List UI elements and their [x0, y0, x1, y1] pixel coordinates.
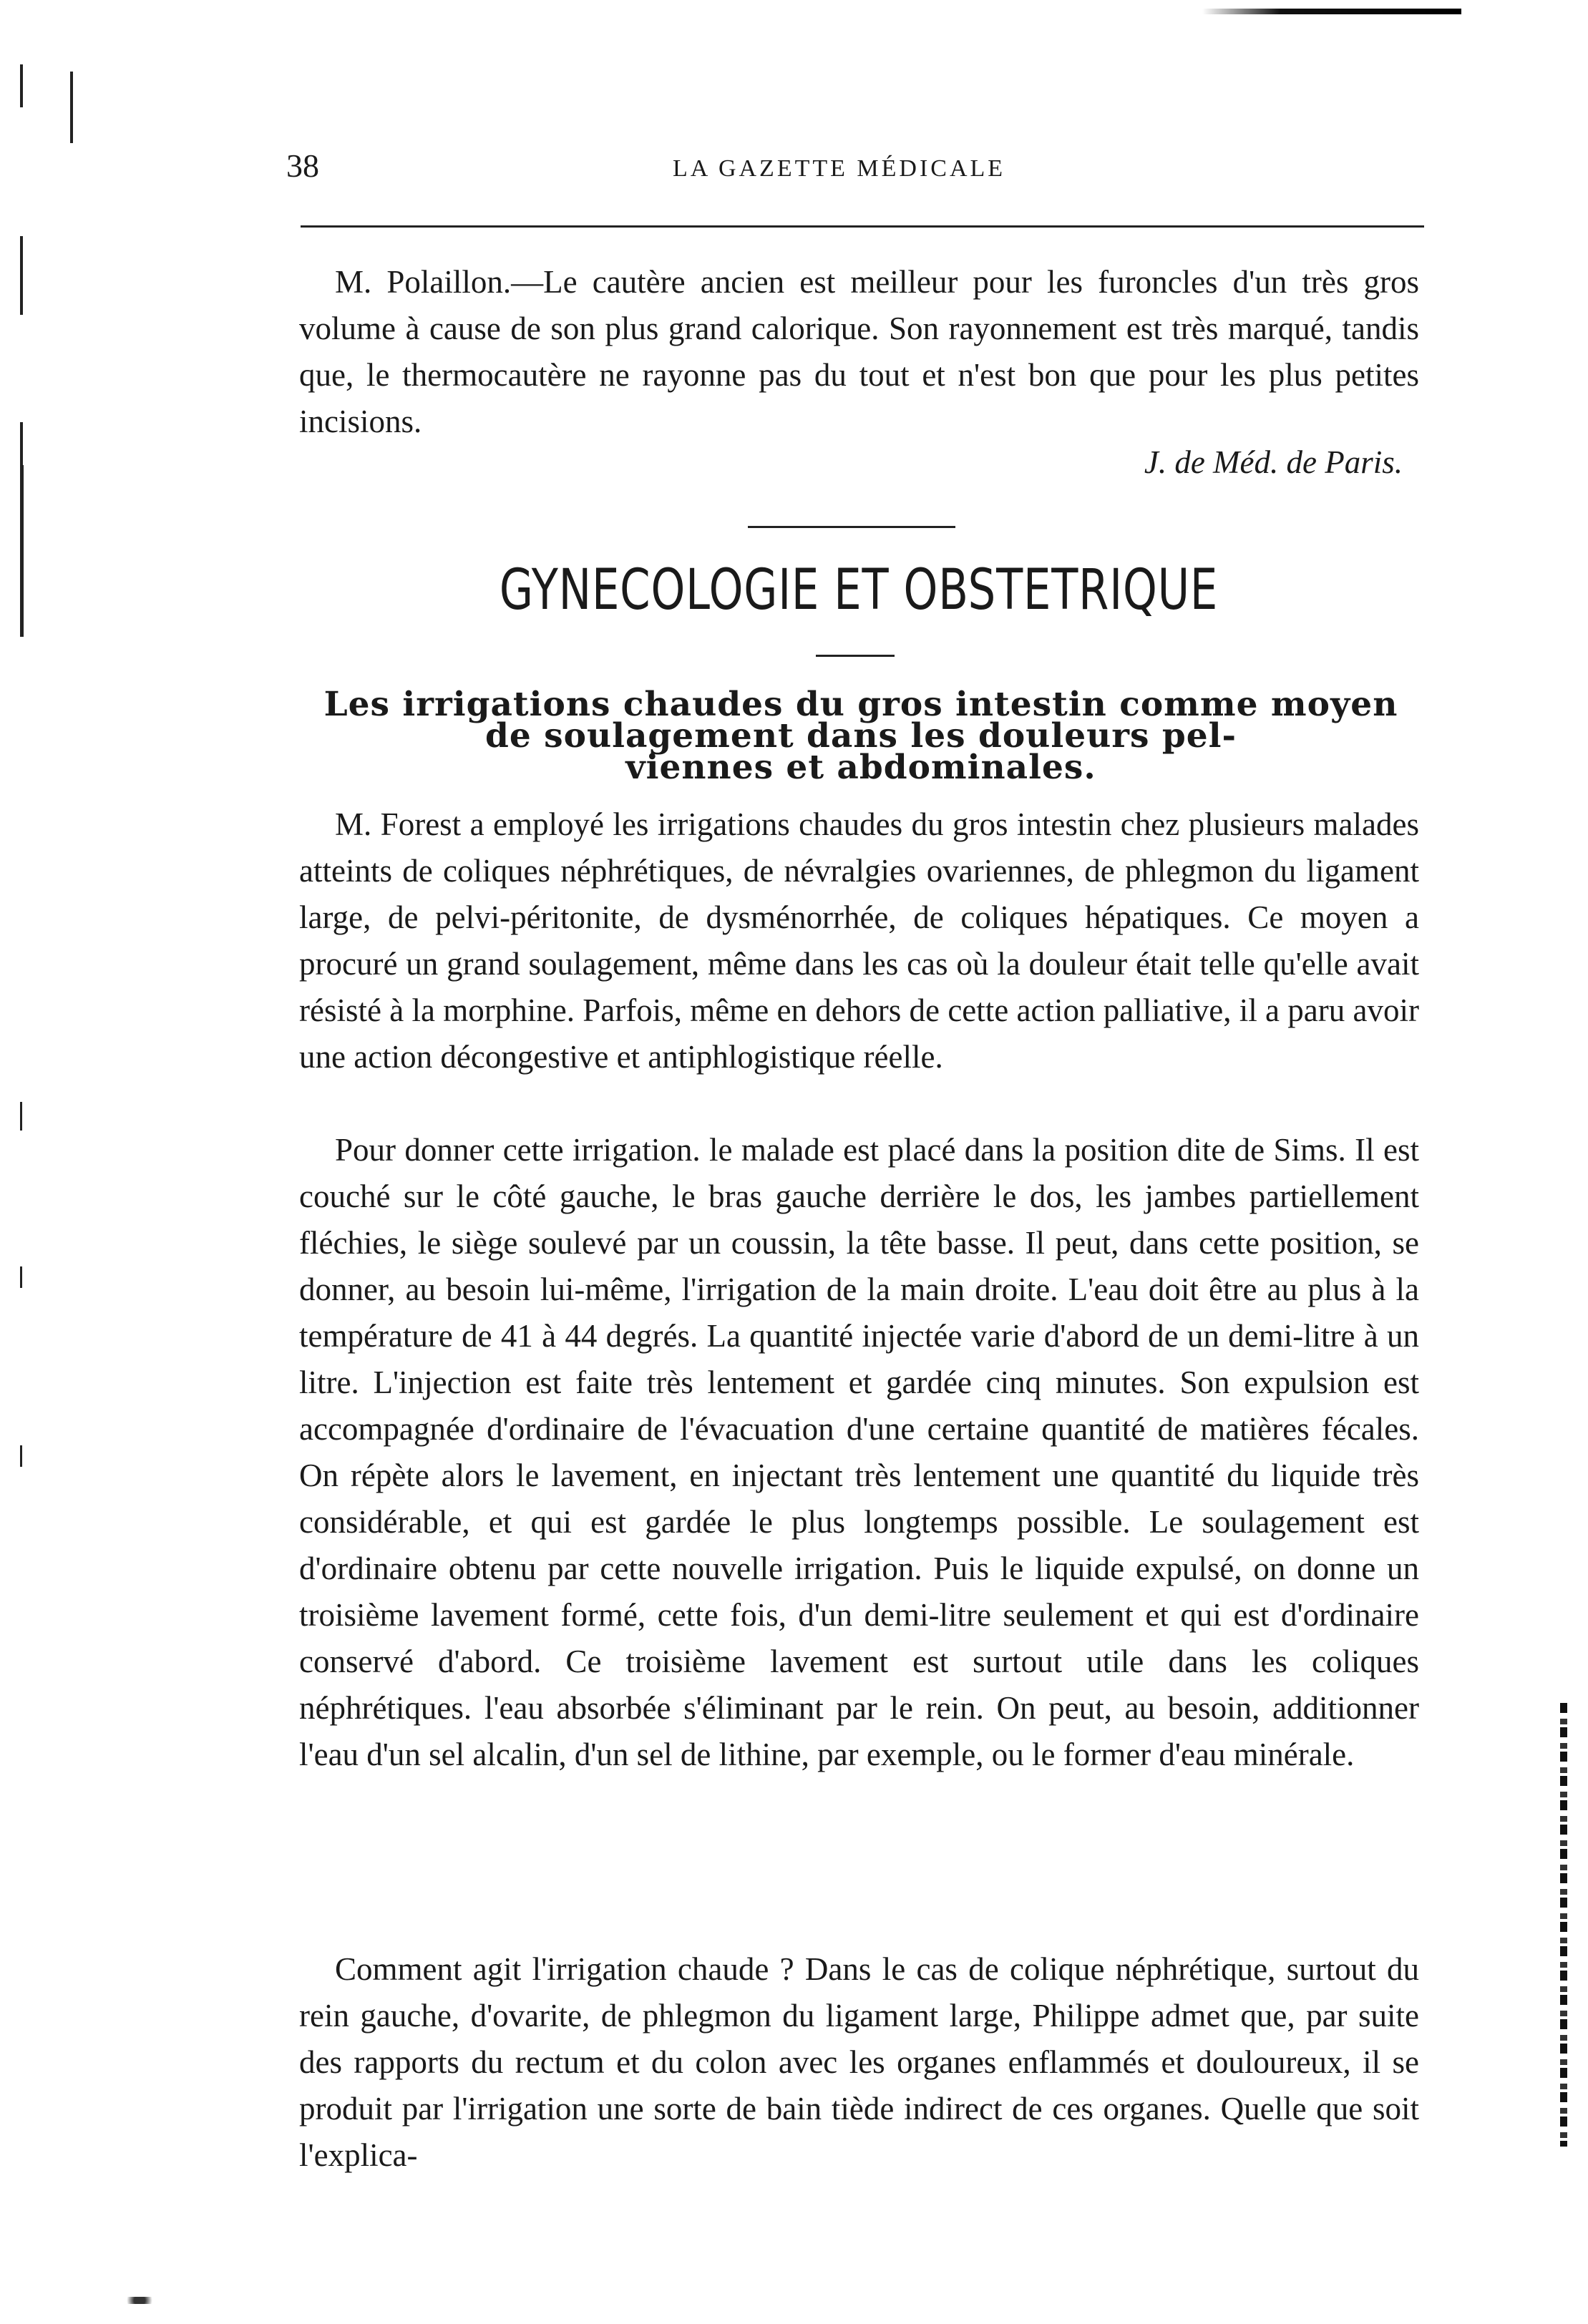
page-header	[286, 147, 1431, 190]
article-title-line: de soulagement dans les douleurs pel-	[485, 716, 1237, 756]
article-title-line: viennes et abdominales.	[625, 748, 1096, 787]
scan-artifact-bar	[1202, 9, 1461, 14]
scan-artifact-left-margin	[13, 64, 84, 1639]
header-rule	[301, 225, 1424, 228]
section-title: GYNECOLOGIE ET OBSTETRIQUE	[499, 558, 1219, 622]
section-divider	[748, 526, 955, 528]
section-title-rule	[816, 655, 895, 657]
page-number: 38	[286, 147, 319, 184]
running-title: LA GAZETTE MÉDICALE	[673, 155, 1006, 182]
article-title	[299, 685, 1423, 787]
body-paragraph: Comment agit l'irrigation chaude ? Dans le cas de colique néphrétique, surtout du rein gauche, d'ovarite, de phlegmon du ligament large, Philippe admet que, par suite des rapports du rectum et du colon avec les organes enflammés et douloureux, il se produit par l'irrigation une sorte de bain tiède indirect de ces organes. Quelle que soit l'explica-	[299, 1951, 1419, 2173]
body-paragraph: Pour donner cette irrigation. le malade est placé dans la position dite de Sims. Il est couché sur le côté gauche, le bras gauche derrière le dos, les jambes partiellement fléchies, le siège soulevé par un coussin, la tête basse. Il peut, dans cette position, se donner, au besoin lui-même, l'irrigation de la main droite. L'eau doit être au plus à la température de 41 à 44 degrés. La quantité injectée varie d'abord de un demi-litre à un litre. L'injection est faite très lentement et gardée cinq minutes. Son expulsion est accompagnée d'ordinaire de l'évacuation d'une certaine quantité de matières fécales. On répète alors le lavement, en injectant très lentement une quantité du liquide très considérable, et qui est gardée le plus longtemps possible. Le soulagement est d'ordinaire obtenu par cette nouvelle irrigation. Puis le liquide expulsé, on donne un troisième lavement formé, cette fois, d'un demi-litre seulement et qui est d'ordinaire conservé d'abord. Ce troisième lavement est surtout utile dans les coliques néphrétiques. l'eau absorbée s'éliminant par le rein. On peut, au besoin, additionner l'eau d'un sel alcalin, d'un sel de lithine, par exemple, ou le former d'eau minérale.	[299, 1132, 1419, 1772]
intro-paragraph: M. Polaillon.—Le cautère ancien est meilleur pour les furoncles d'un très gros volume à cause de son plus grand calorique. Son rayonnement est très marqué, tandis que, le thermocautère ne rayonne pas du tout et n'est bon que pour les plus petites incisions.	[299, 264, 1419, 439]
body-paragraph: M. Forest a employé les irrigations chaudes du gros intestin chez plusieurs malades atteints de coliques néphrétiques, de névralgies ovariennes, de phlegmon du ligament large, de pelvi-péritonite, de dysménorrhée, de coliques hépatiques. Ce moyen a procuré un grand soulagement, même dans les cas où la douleur était telle qu'elle avait résisté à la morphine. Parfois, même en dehors de cette action palliative, il a paru avoir une action décongestive et antiphlogistique réelle.	[299, 806, 1419, 1075]
source-attribution: J. de Méd. de Paris.	[1144, 444, 1403, 480]
scan-artifact-bottom	[122, 2297, 157, 2304]
scan-artifact-right-margin	[1560, 1703, 1567, 2147]
article-title-line: Les irrigations chaudes du gros intestin comme moyen	[323, 685, 1398, 724]
